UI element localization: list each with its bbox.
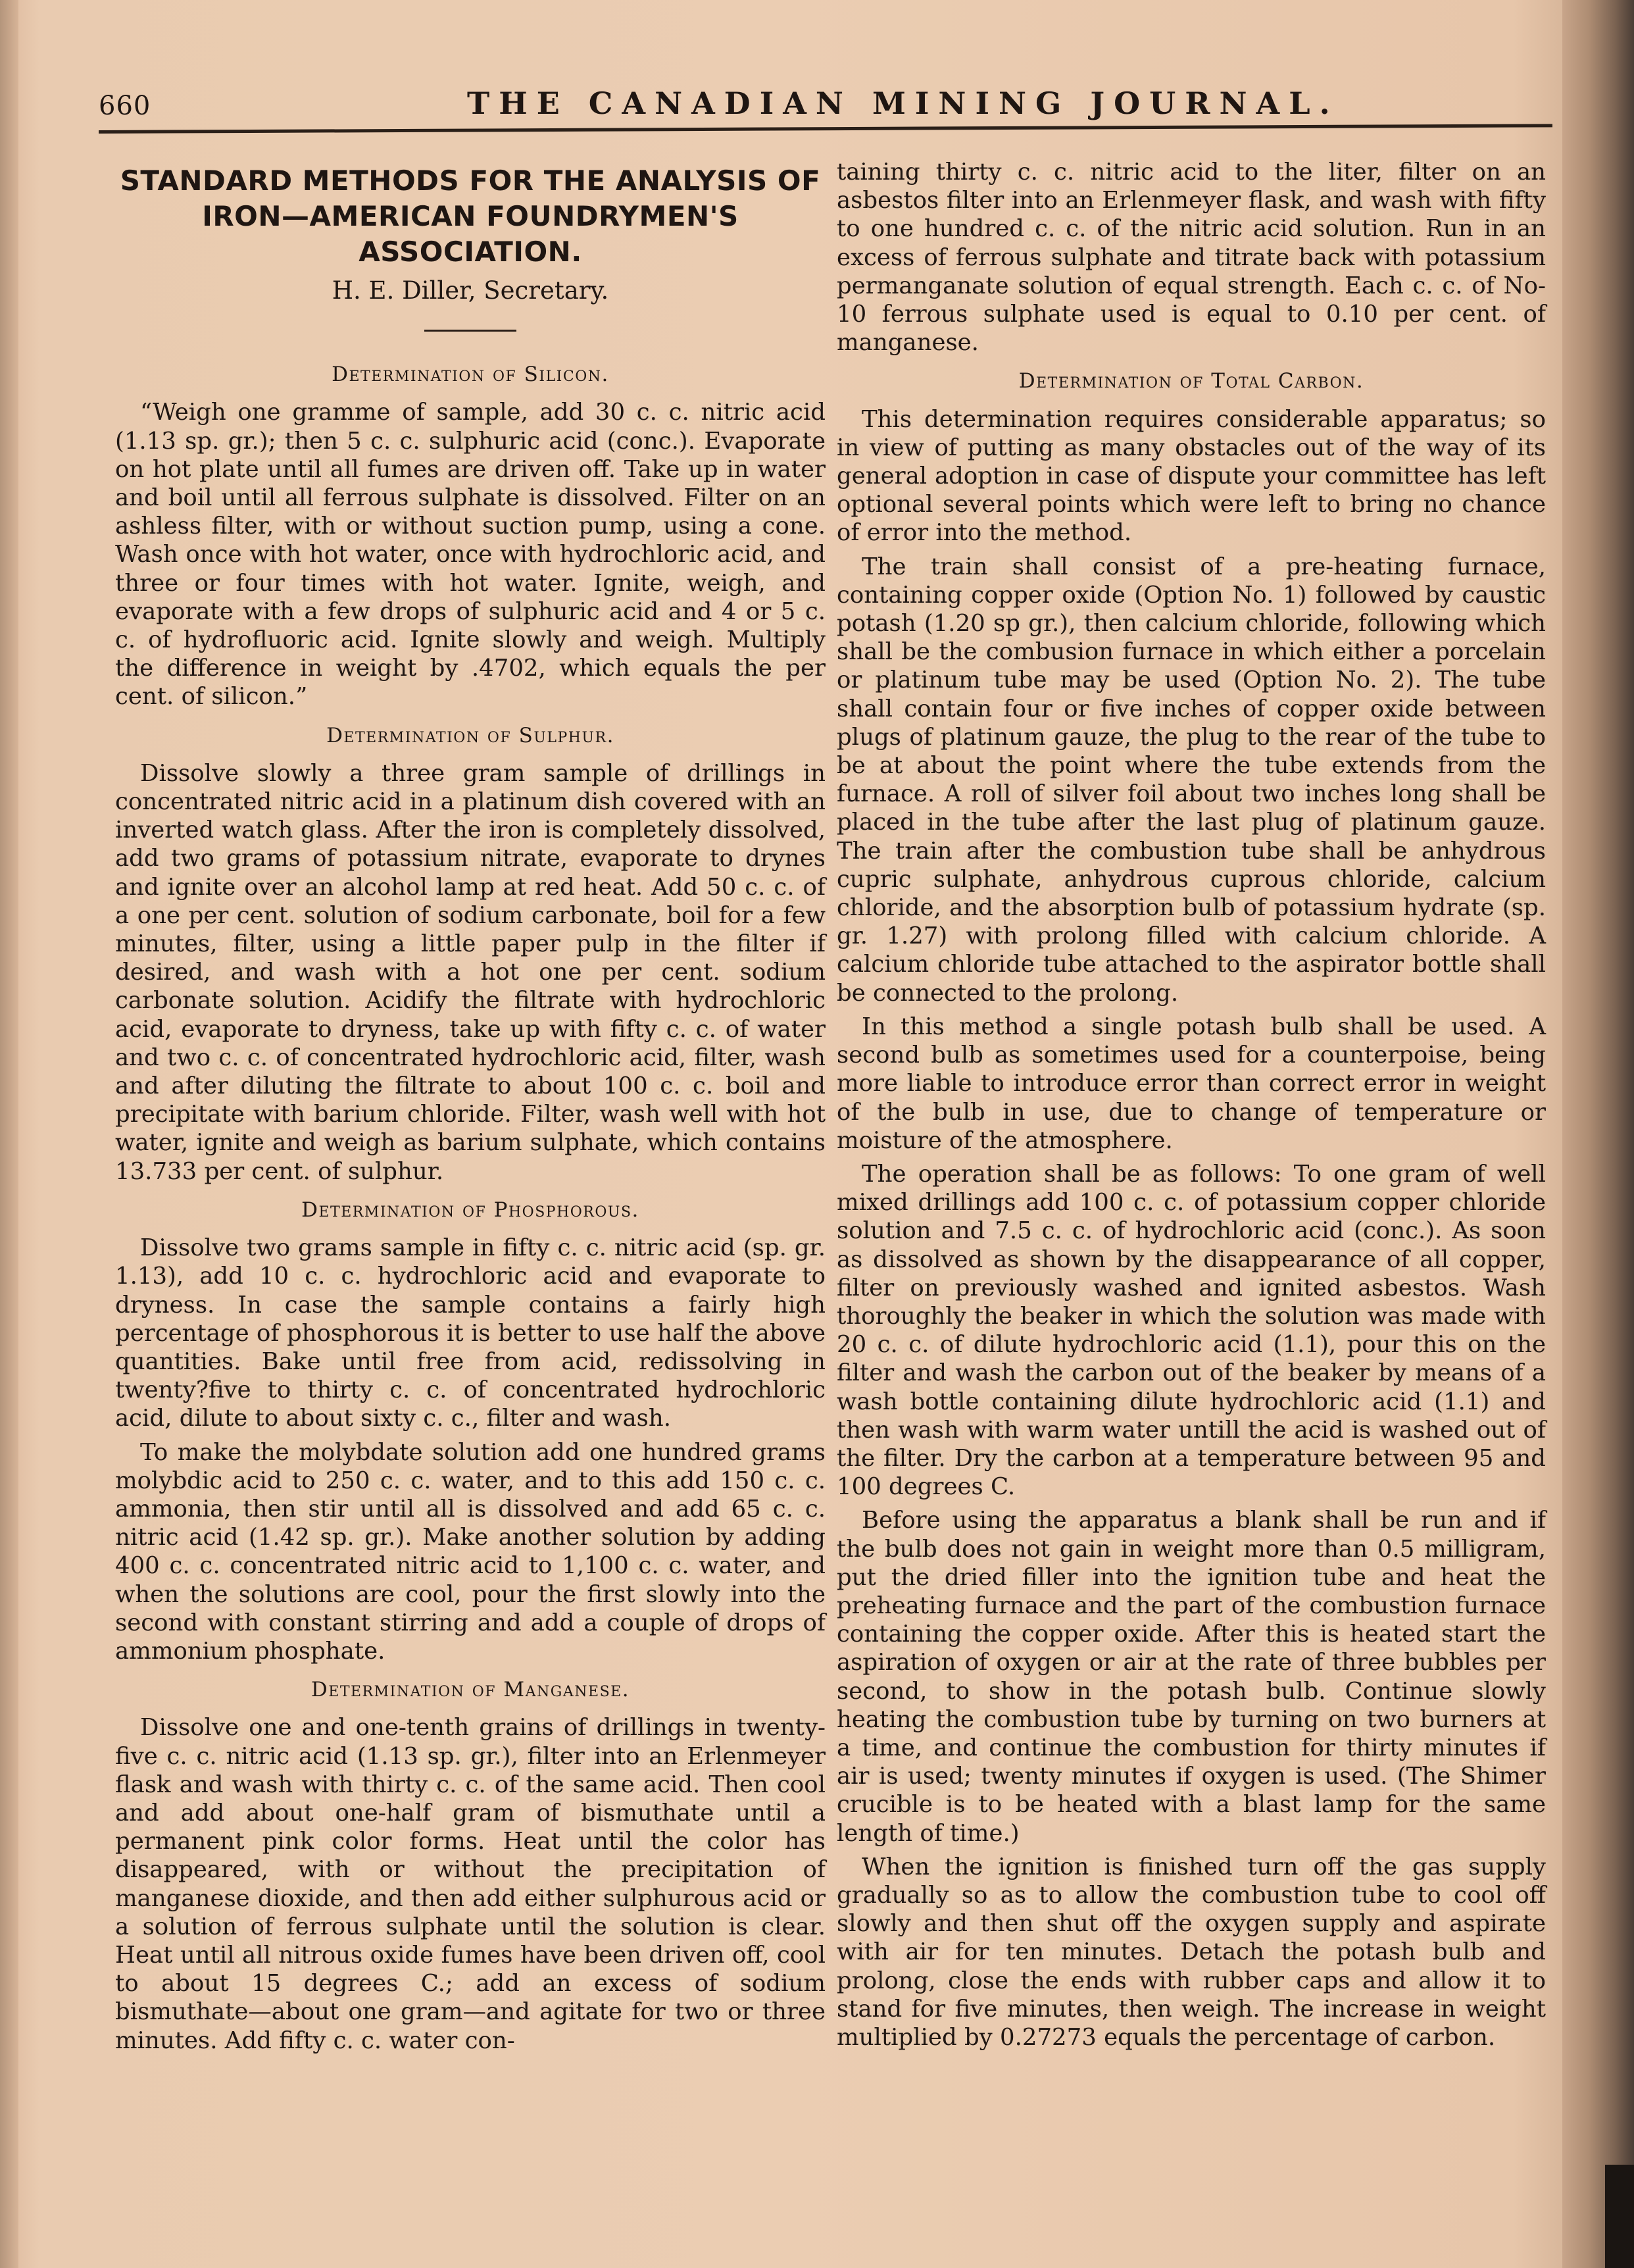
section-heading-manganese: Determination of Manganese. <box>310 1678 630 1702</box>
binding-gutter-shadow <box>0 0 18 2268</box>
paragraph-phosphorous-2: To make the molybdate solution add one hundred grams molybdic acid to 250 c. c. water, and to this add 150 c. c. ammonia, then stir until all is dissolved and add 65 c. c. nitric acid (1.42 sp. gr.). Make another solution by adding 400 c. c. concentrated nitric acid to 1,100 c. c. water, and when the solutions are cool, pour the first slowly into the second with constant stirring and add a couple of drops of ammonium phosphate. <box>115 1438 826 1665</box>
article-title: STANDARD METHODS FOR THE ANALYSIS OF IRON—AMERICAN FOUNDRYMEN'S ASSOCIATION. <box>120 164 821 268</box>
paragraph-carbon-3: In this method a single potash bulb shall be used. A second bulb as sometimes used for a counterpoise, being more liable to introduce error than correct error in weight of the bulb in use, due to change of temperature or moisture of the atmosphere. <box>837 1013 1546 1154</box>
section-heading-silicon: Determination of Silicon. <box>332 363 609 387</box>
paragraph-carbon-1: This determination requires considerable apparatus; so in view of putting as many obstacles out of the way of its general adoption in case of dispute your committee has left optional several points which were left to bring no chance of error into the method. <box>837 405 1546 547</box>
paragraph-carbon-4: The operation shall be as follows: To one gram of well mixed drillings add 100 c. c. of potassium copper chloride solution and 7.5 c. c. of hydrochloric acid (conc.). As soon as dissolved as shown by the disappearance of all copper, filter on previously washed and ignited asbestos. Wash thoroughly the beaker in which the solution was made with 20 c. c. of dilute hydrochloric acid (1.1), pour this on the filter and wash the carbon out of the beaker by means of a wash bottle containing dilute hydrochloric acid (1.1) and then wash with warm water untill the acid is washed out of the filter. Dry the carbon at a temperature between 95 and 100 degrees C. <box>837 1160 1546 1501</box>
title-divider <box>424 330 516 332</box>
paragraph-carbon-2: The train shall consist of a pre-heating furnace, containing copper oxide (Option No. 1) followed by caustic potash (1.20 sp gr.), then calcium chloride, following which shall be the combusion furnace in which either a porcelain or platinum tube may be used (Option No. 2). The tube shall contain four or five inches of copper oxide between plugs of platinum gauze, the plug to the rear of the tube to be at about the point where the tube extends from the furnace. A roll of silver foil about two inches long shall be placed in the tube after the last plug of platinum gauze. The train after the combustion tube shall be anhydrous cupric sulphate, anhydrous cuprous chloride, calcium chloride, and the absorption bulb of potassium hydrate (sp. gr. 1.27) with prolong filled with calcium chloride. A calcium chloride tube attached to the aspirator bottle shall be connected to the prolong. <box>837 553 1546 1007</box>
section-heading-sulphur: Determination of Sulphur. <box>326 723 614 747</box>
left-column <box>115 158 826 2060</box>
right-column <box>837 158 1546 2057</box>
journal-title: THE CANADIAN MINING JOURNAL. <box>467 86 1339 121</box>
header-rule <box>99 124 1552 134</box>
page-number: 660 <box>99 91 151 121</box>
paragraph-sulphur: Dissolve slowly a three gram sample of drillings in concentrated nitric acid in a platinum dish covered with an inverted watch glass. After the iron is completely dissolved, add two grams of potassium nitrate, evaporate to drynes and ignite over an alcohol lamp at red heat. Add 50 c. c. of a one per cent. solution of sodium carbonate, boil for a few minutes, filter, using a little paper pulp in the filter if desired, and wash with a hot one per cent. sodium carbonate solution. Acidify the filtrate with hydrochloric acid, evaporate to dryness, take up with fifty c. c. of water and two c. c. of concentrated hydrochloric acid, filter, wash and after diluting the filtrate to about 100 c. c. boil and precipitate with barium chloride. Filter, wash well with hot water, ignite and weigh as barium sulphate, which contains 13.733 per cent. of sulphur. <box>115 759 826 1185</box>
article-byline: H. E. Diller, Secretary. <box>332 276 609 305</box>
paragraph-silicon: “Weigh one gramme of sample, add 30 c. c. nitric acid (1.13 sp. gr.); then 5 c. c. sulphuric acid (conc.). Evaporate on hot plate until all fumes are driven off. Take up in water and boil until all ferrous sulphate is dissolved. Filter on an ashless filter, with or without suction pump, using a cone. Wash once with hot water, once with hydrochloric acid, and three or four times with hot water. Ignite, weigh, and evaporate with a few drops of sulphuric acid and 4 or 5 c. c. of hydrofluoric acid. Ignite slowly and weigh. Multiply the difference in weight by .4702, which equals the per cent. of silicon.” <box>115 399 826 711</box>
paragraph-manganese-continued: taining thirty c. c. nitric acid to the liter, filter on an asbestos filter into an Erlenmeyer flask, and wash with fifty to one hundred c. c. of the nitric acid solution. Run in an excess of ferrous sulphate and titrate back with potassium permanganate solution of equal strength. Each c. c. of No-10 ferrous sulphate used is equal to 0.10 per cent. of manganese. <box>837 159 1546 357</box>
paragraph-carbon-6: When the ignition is finished turn off the gas supply gradually so as to allow the combustion tube to cool off slowly and then shut off the oxygen supply and aspirate with air for ten minutes. Detach the potash bulb and prolong, close the ends with rubber caps and allow it to stand for five minutes, then weigh. The increase in weight multiplied by 0.27273 equals the percentage of carbon. <box>837 1853 1546 2051</box>
paragraph-manganese-1: Dissolve one and one-tenth grains of drillings in twenty-five c. c. nitric acid (1.13 sp. gr.), filter into an Erlenmeyer flask and wash with thirty c. c. of the same acid. Then cool and add about one-half gram of bismuthate until a permanent pink color forms. Heat until the color has disappeared, with or without the precipitation of manganese dioxide, and then add either sulphurous acid or a solution of ferrous sulphate until the solution is clear. Heat until all nitrous oxide fumes have been driven off, cool to about 15 degrees C.; add an excess of sodium bismuthate—about one gram—and agitate for two or three minutes. Add fifty c. c. water con- <box>115 1714 826 2054</box>
section-heading-carbon: Determination of Total Carbon. <box>1018 369 1364 393</box>
section-heading-phosphorous: Determination of Phosphorous. <box>301 1197 639 1222</box>
paragraph-carbon-5: Before using the apparatus a blank shall be run and if the bulb does not gain in weight more than 0.5 milligram, put the dried filler into the ignition tube and heat the preheating furnace and the part of the combustion furnace containing the copper oxide. After this is heated start the aspiration of oxygen or air at the rate of three bubbles per second, to show in the potash bulb. Continue slowly heating the combustion tube by turning on two burners at a time, and continue the combustion for thirty minutes if air is used; twenty minutes if oxygen is used. (The Shimer crucible is to be heated with a blast lamp for the same length of time.) <box>837 1507 1546 1847</box>
page-edge-shadow <box>1562 0 1634 2268</box>
running-header <box>99 86 1546 125</box>
page-corner-dark <box>1605 2165 1634 2268</box>
paragraph-phosphorous-1: Dissolve two grams sample in fifty c. c. nitric acid (sp. gr. 1.13), add 10 c. c. hydrochloric acid and evaporate to dryness. In case the sample contains a fairly high percentage of phosphorous it is better to use half the above quantities. Bake until free from acid, redissolving in twenty?five to thirty c. c. of concentrated hydrochloric acid, dilute to about sixty c. c., filter and wash. <box>115 1234 826 1432</box>
